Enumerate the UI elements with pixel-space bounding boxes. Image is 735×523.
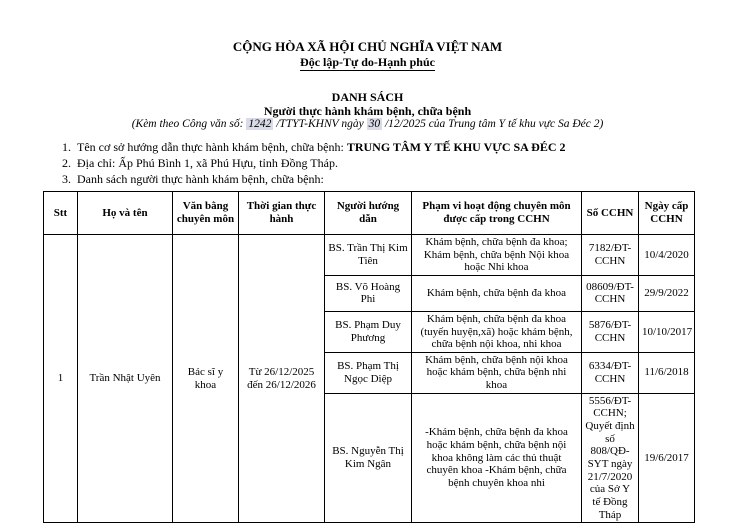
cell-date: 10/10/2017 [639, 311, 695, 352]
info-item-facility [62, 140, 566, 155]
cell-period: Từ 26/12/2025 đến 26/12/2026 [239, 235, 325, 523]
table-header-row [44, 192, 695, 235]
ref-number-field: 1242 [248, 118, 272, 130]
item-number: 1. [62, 140, 71, 154]
cell-stt: 1 [44, 235, 78, 523]
list-label: Danh sách người thực hành khám bệnh, chữa bệnh: [77, 172, 324, 186]
header-scope: Phạm vi hoạt động chuyên môn được cấp trong CCHN [412, 192, 582, 235]
header-cchn: Số CCHN [582, 192, 639, 235]
motto-text: Độc lập-Tự do-Hạnh phúc [300, 55, 435, 69]
cell-date: 10/4/2020 [639, 235, 695, 276]
practitioner-table [43, 191, 695, 523]
table-row [44, 235, 695, 276]
header-degree: Văn bằng chuyên môn [173, 192, 239, 235]
cell-date: 11/6/2018 [639, 352, 695, 393]
header-name: Họ và tên [78, 192, 173, 235]
header-mentor: Người hướng dẫn [325, 192, 412, 235]
document-reference [0, 118, 735, 130]
cell-date: 19/6/2017 [639, 393, 695, 522]
facility-name: TRUNG TÂM Y TẾ KHU VỰC SA ĐÉC 2 [346, 140, 566, 154]
cell-scope: -Khám bệnh, chữa bệnh đa khoa hoặc khám bệnh, chữa bệnh nội khoa không làm các thủ thuật chuyên khoa -Khám bệnh, chữa bệnh chuyên khoa nhi [412, 393, 582, 522]
ref-suffix: /12/2025 của Trung tâm Y tế khu vực Sa Đéc 2) [382, 118, 604, 130]
cell-mentor-name: BS. Phạm Thị Ngọc Diệp [325, 352, 412, 393]
cell-date: 29/9/2022 [639, 275, 695, 311]
cell-trainee-name: Trần Nhật Uyên [78, 235, 173, 523]
cell-scope: Khám bệnh, chữa bệnh nội khoa hoặc khám bệnh, chữa bệnh nhi khoa [412, 352, 582, 393]
national-motto [0, 55, 735, 70]
cell-cchn: 6334/ĐT-CCHN [582, 352, 639, 393]
cell-cchn: 08609/ĐT-CCHN [582, 275, 639, 311]
cell-mentor-name: BS. Trần Thị Kim Tiên [325, 235, 412, 276]
address-text: Địa chỉ: Ấp Phú Bình 1, xã Phú Hựu, tỉnh Đồng Tháp. [77, 156, 338, 170]
cell-mentor-name: BS. Nguyễn Thị Kim Ngân [325, 393, 412, 522]
info-item-address [62, 156, 338, 171]
cell-scope: Khám bệnh, chữa bệnh đa khoa; Khám bệnh, chữa bệnh Nội khoa hoặc Nhi khoa [412, 235, 582, 276]
national-title: CỘNG HÒA XÃ HỘI CHỦ NGHĨA VIỆT NAM [232, 39, 503, 54]
ref-day-field: 30 [368, 118, 381, 130]
cell-degree: Bác sĩ y khoa [173, 235, 239, 523]
facility-label: Tên cơ sở hướng dẫn thực hành khám bệnh, chữa bệnh: [77, 140, 347, 154]
cell-scope: Khám bệnh, chữa bệnh đa khoa [412, 275, 582, 311]
document-title: DANH SÁCH [331, 90, 404, 104]
ref-mid: /TTYT-KHNV ngày [273, 118, 367, 130]
header-date: Ngày cấp CCHN [639, 192, 695, 235]
ref-prefix: (Kèm theo Công văn số: [131, 118, 247, 130]
document-subtitle: Người thực hành khám bệnh, chữa bệnh [263, 104, 472, 118]
cell-cchn: 7182/ĐT-CCHN [582, 235, 639, 276]
header-period: Thời gian thực hành [239, 192, 325, 235]
cell-cchn: 5876/ĐT-CCHN [582, 311, 639, 352]
cell-scope: Khám bệnh, chữa bệnh đa khoa (tuyến huyện,xã) hoặc khám bệnh, chữa bệnh nội khoa, nhi khoa [412, 311, 582, 352]
info-item-list [62, 172, 324, 187]
header-stt: Stt [44, 192, 78, 235]
item-number: 3. [62, 172, 71, 186]
cell-cchn: 5556/ĐT-CCHN; Quyết định số 808/QĐ-SYT ngày 21/7/2020 của Sở Y tế Đồng Tháp [582, 393, 639, 522]
cell-mentor-name: BS. Phạm Duy Phương [325, 311, 412, 352]
item-number: 2. [62, 156, 71, 170]
cell-mentor-name: BS. Võ Hoàng Phi [325, 275, 412, 311]
